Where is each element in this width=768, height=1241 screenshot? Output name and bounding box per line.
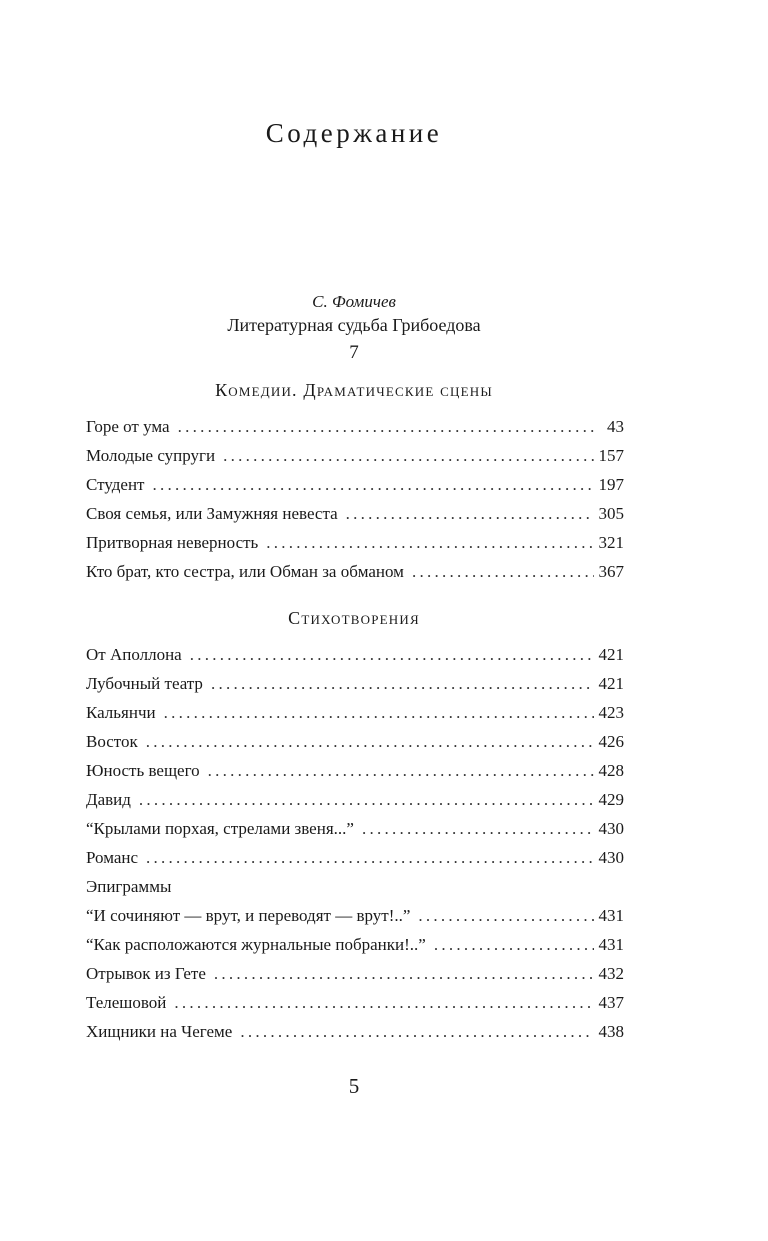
toc-entry-title: “Как расположаются журнальные побранки!..” xyxy=(86,935,426,954)
toc-entry-page: 421 xyxy=(598,674,624,693)
toc-entry xyxy=(86,703,624,732)
toc-entry-title: Отрывок из Гете xyxy=(86,964,206,983)
toc-entry xyxy=(86,993,624,1022)
toc-entry-page: 421 xyxy=(598,645,624,664)
toc-list-comedies xyxy=(86,417,624,591)
toc-entry-page: 431 xyxy=(598,906,624,925)
dot-leader xyxy=(214,964,594,984)
toc-entry-title: Хищники на Чегеме xyxy=(86,1022,233,1041)
toc-entry-title: Горе от ума xyxy=(86,417,170,436)
toc-entry-page: 438 xyxy=(598,1022,624,1041)
toc-entry xyxy=(86,732,624,761)
toc-entry xyxy=(86,674,624,703)
toc-entry xyxy=(86,504,624,533)
dot-leader xyxy=(240,1022,594,1042)
dot-leader xyxy=(266,533,594,553)
toc-entry-page: 426 xyxy=(598,732,624,751)
toc-entry-title: Молодые супруги xyxy=(86,446,216,465)
toc-entry-page: 43 xyxy=(607,417,624,436)
dot-leader xyxy=(418,906,594,926)
toc-entry-title: Притворная неверность xyxy=(86,533,259,552)
section-heading-comedies: Комедии. Драматические сцены xyxy=(215,380,493,400)
toc-entry xyxy=(86,819,624,848)
toc-entry-page: 367 xyxy=(598,562,624,581)
dot-leader xyxy=(412,562,594,582)
toc-entry xyxy=(86,906,624,935)
toc-entry-title: Студент xyxy=(86,475,145,494)
toc-entry-title: Кто брат, кто сестра, или Обман за обманом xyxy=(86,562,404,581)
toc-entry-title: “Крылами порхая, стрелами звеня...” xyxy=(86,819,354,838)
intro-title: Литературная судьба Грибоедова xyxy=(227,315,481,335)
dot-leader xyxy=(146,732,594,752)
toc-entry xyxy=(86,790,624,819)
dot-leader xyxy=(139,790,594,810)
toc-entry-title: Своя семья, или Замужняя невеста xyxy=(86,504,338,523)
dot-leader xyxy=(208,761,594,781)
toc-entry-page: 428 xyxy=(598,761,624,780)
toc-entry-title: Эпиграммы xyxy=(86,877,172,896)
toc-entry-page: 437 xyxy=(598,993,624,1012)
toc-entry xyxy=(86,562,624,591)
toc-entry-page: 430 xyxy=(598,819,624,838)
dot-leader xyxy=(164,703,594,723)
toc-entry-title: Лубочный театр xyxy=(86,674,203,693)
toc-entry-title: От Аполлона xyxy=(86,645,182,664)
dot-leader xyxy=(434,935,594,955)
page-title: Содержание xyxy=(265,118,443,148)
toc-entry-title: “И сочиняют — врут, и переводят — врут!..” xyxy=(86,906,411,925)
toc-entry-page: 197 xyxy=(598,475,624,494)
toc-entry xyxy=(86,761,624,790)
toc-entry xyxy=(86,964,624,993)
toc-entry xyxy=(86,935,624,964)
toc-entry xyxy=(86,533,624,562)
toc-entry-page: 432 xyxy=(598,964,624,983)
toc-entry-title: Давид xyxy=(86,790,131,809)
dot-leader xyxy=(362,819,594,839)
dot-leader xyxy=(174,993,594,1013)
toc-entry-page: 431 xyxy=(598,935,624,954)
toc-entry-title: Юность вещего xyxy=(86,761,200,780)
toc-group-heading xyxy=(86,877,624,906)
toc-entry xyxy=(86,417,624,446)
dot-leader xyxy=(152,475,594,495)
toc-entry-page: 423 xyxy=(598,703,624,722)
dot-leader xyxy=(346,504,594,524)
toc-entry xyxy=(86,475,624,504)
toc-entry-page: 305 xyxy=(598,504,624,523)
dot-leader xyxy=(178,417,594,437)
page-number: 5 xyxy=(348,1074,360,1098)
toc-entry-title: Кальянчи xyxy=(86,703,156,722)
toc-entry-page: 430 xyxy=(598,848,624,867)
toc-entry-page: 157 xyxy=(598,446,624,465)
intro-page-number: 7 xyxy=(349,342,359,363)
intro-author: С. Фомичев xyxy=(312,292,396,311)
toc-entry xyxy=(86,645,624,674)
dot-leader xyxy=(146,848,594,868)
toc-entry-title: Восток xyxy=(86,732,138,751)
toc-entry-title: Романс xyxy=(86,848,139,867)
toc-entry xyxy=(86,446,624,475)
toc-entry-page: 321 xyxy=(598,533,624,552)
toc-entry-title: Телешовой xyxy=(86,993,167,1012)
dot-leader xyxy=(190,645,594,665)
toc-entry xyxy=(86,1022,624,1051)
toc-list-poems xyxy=(86,645,624,1051)
toc-entry xyxy=(86,848,624,877)
toc-entry-page: 429 xyxy=(598,790,624,809)
dot-leader xyxy=(223,446,594,466)
section-heading-poems: Стихотворения xyxy=(288,608,420,628)
dot-leader xyxy=(211,674,594,694)
